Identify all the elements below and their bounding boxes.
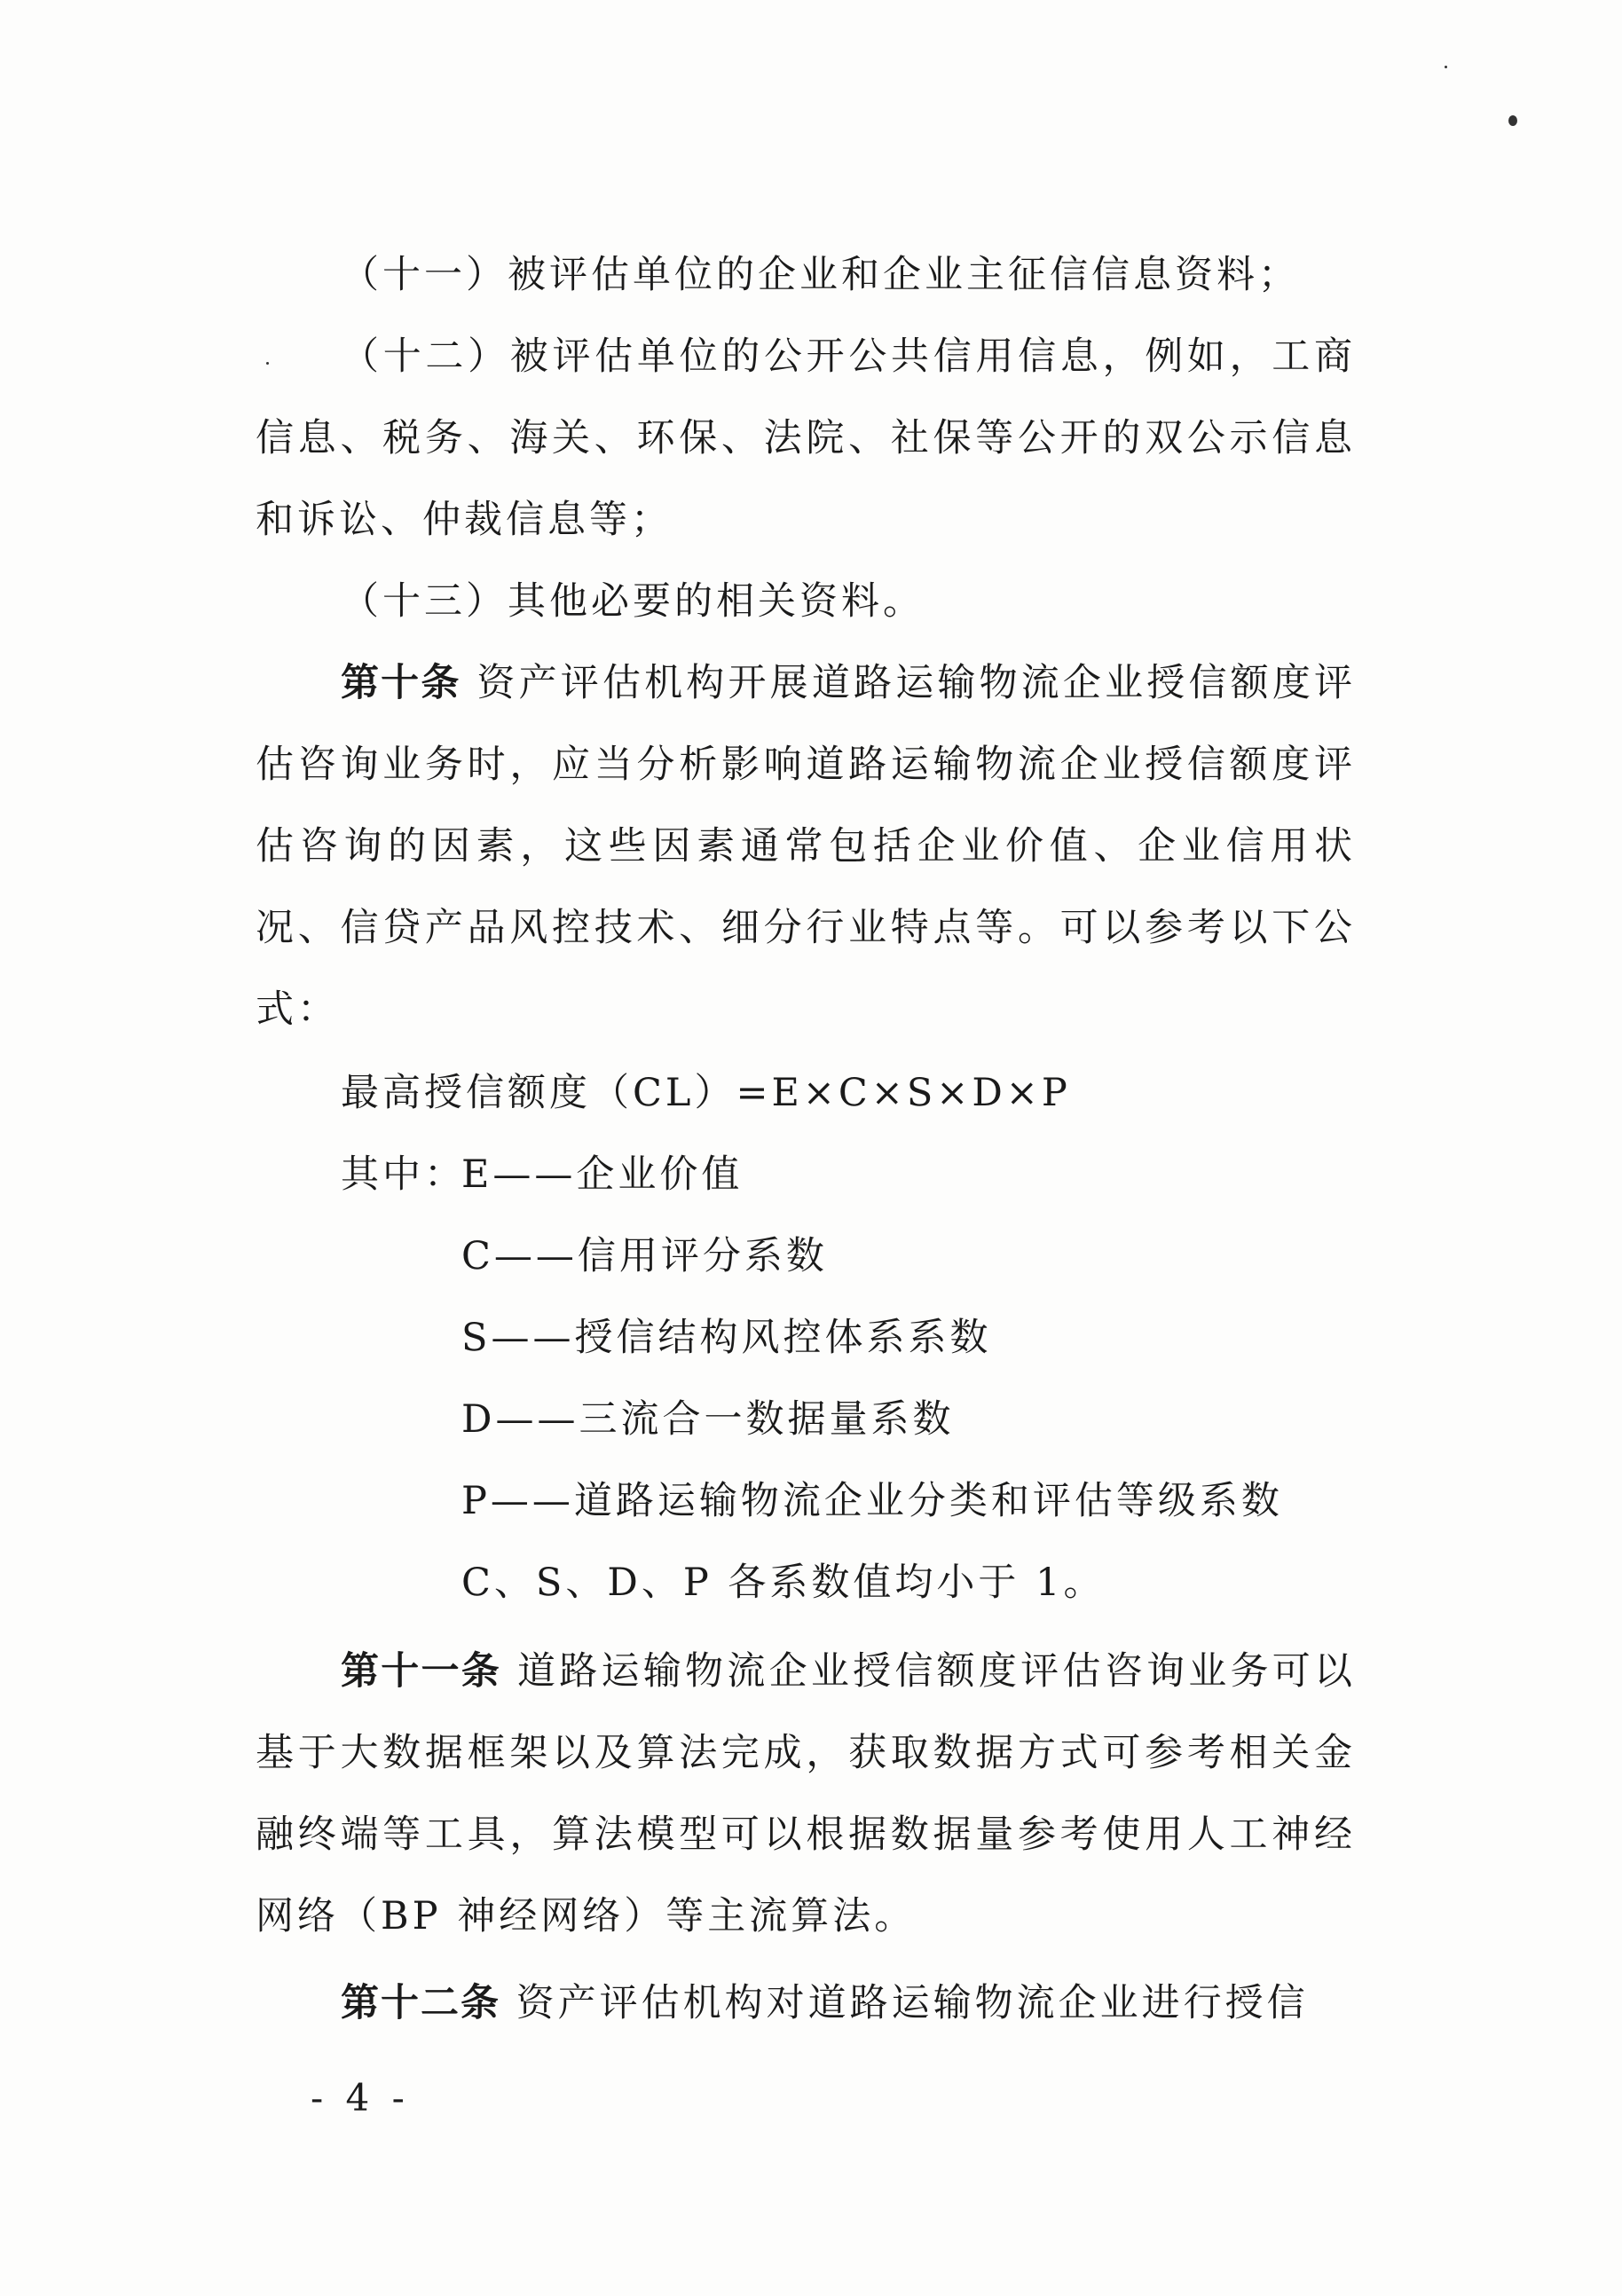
formula-term-e: E——企业价值 — [461, 1152, 744, 1197]
formula-note: C、S、D、P 各系数值均小于 1。 — [461, 1561, 1106, 1605]
formula-term-c: C——信用评分系数 — [461, 1234, 828, 1278]
article-10 — [256, 642, 1356, 1050]
formula-term-d: D——三流合一数据量系数 — [461, 1397, 955, 1442]
article-10-heading: 第十条 — [341, 661, 461, 705]
list-item-12: （十二）被评估单位的公开公共信用信息，例如，工商信息、税务、海关、环保、法院、社保等公开的双公示信息和诉讼、仲裁信息等； — [256, 334, 1356, 542]
formula-term-s: S——授信结构风控体系系数 — [461, 1316, 992, 1360]
article-10-body: 资产评估机构开展道路运输物流企业授信额度评估咨询业务时，应当分析影响道路运输物流企业授信额度评估咨询的因素，这些因素通常包括企业价值、企业信用状况、信贷产品风控技术、细分行业特点等。可以参考以下公式： — [256, 661, 1357, 1032]
article-12-body: 资产评估机构对道路运输物流企业进行授信 — [516, 1981, 1309, 2025]
scan-speck — [1445, 66, 1447, 68]
page-number: - 4 - — [311, 2076, 410, 2119]
formula-main: 最高授信额度（CL）=E×C×S×D×P — [341, 1071, 1071, 1115]
article-11 — [256, 1631, 1356, 1957]
list-item-11: （十一）被评估单位的企业和企业主征信信息资料； — [341, 253, 1300, 297]
formula-term-p: P——道路运输物流企业分类和评估等级系数 — [461, 1479, 1283, 1523]
list-item-13: （十三）其他必要的相关资料。 — [341, 579, 925, 624]
article-11-body: 道路运输物流企业授信额度评估咨询业务可以基于大数据框架以及算法完成，获取数据方式可参考相关金融终端等工具，算法模型可以根据数据量参考使用人工神经网络（BP 神经网络）等主流算法。 — [256, 1649, 1357, 1938]
article-12 — [256, 1962, 1356, 2044]
article-11-heading: 第十一条 — [341, 1649, 502, 1694]
scan-speck — [1508, 115, 1517, 126]
article-12-heading: 第十二条 — [341, 1981, 500, 2025]
formula-where-label: 其中： — [341, 1152, 466, 1197]
